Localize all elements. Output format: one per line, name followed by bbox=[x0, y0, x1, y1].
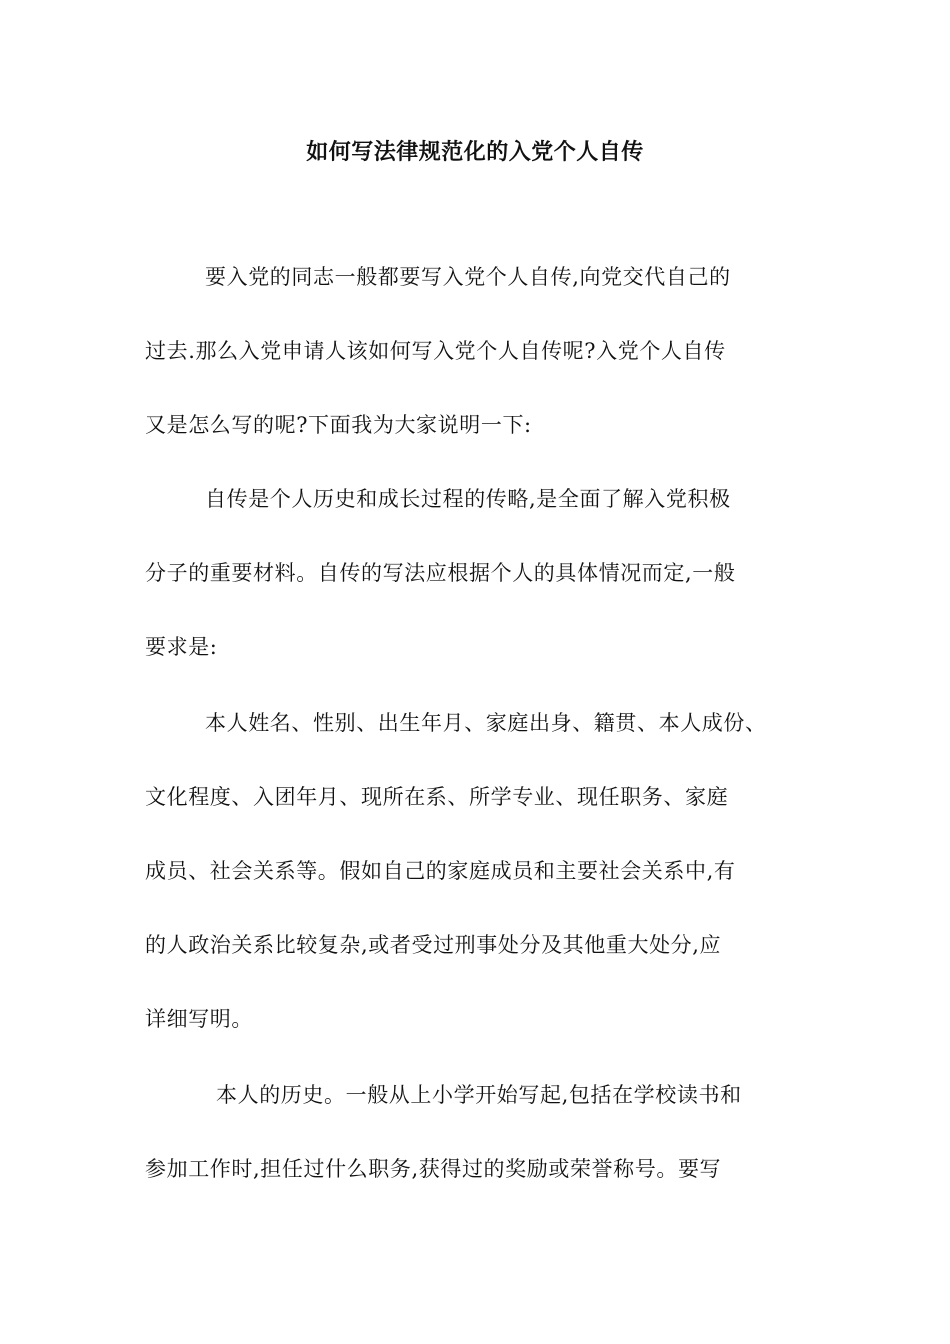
paragraph-line: 过去.那么入党申请人该如何写入党个人自传呢?入党个人自传 bbox=[145, 339, 726, 363]
paragraph-line: 参加工作时,担任过什么职务,获得过的奖励或荣誉称号。要写 bbox=[145, 1157, 722, 1181]
paragraph-line: 的人政治关系比较复杂,或者受过刑事处分及其他重大处分,应 bbox=[145, 933, 722, 957]
paragraph-line: 详细写明。 bbox=[145, 1007, 253, 1031]
paragraph-line: 又是怎么写的呢?下面我为大家说明一下: bbox=[145, 413, 532, 437]
paragraph-line: 本人姓名、性别、出生年月、家庭出身、籍贯、本人成份、 bbox=[205, 711, 767, 735]
paragraph-line: 自传是个人历史和成长过程的传略,是全面了解入党积极 bbox=[205, 487, 731, 511]
paragraph-line: 要求是: bbox=[145, 635, 218, 659]
paragraph-line: 分子的重要材料。自传的写法应根据个人的具体情况而定,一般 bbox=[145, 561, 736, 585]
paragraph-line: 成员、社会关系等。假如自己的家庭成员和主要社会关系中,有 bbox=[145, 859, 736, 883]
paragraph-line: 文化程度、入团年月、现所在系、所学专业、现任职务、家庭 bbox=[145, 785, 729, 809]
document-title: 如何写法律规范化的入党个人自传 bbox=[306, 139, 644, 165]
paragraph-line: 本人的历史。一般从上小学开始写起,包括在学校读书和 bbox=[216, 1083, 742, 1107]
paragraph-line: 要入党的同志一般都要写入党个人自传,向党交代自己的 bbox=[205, 265, 731, 289]
